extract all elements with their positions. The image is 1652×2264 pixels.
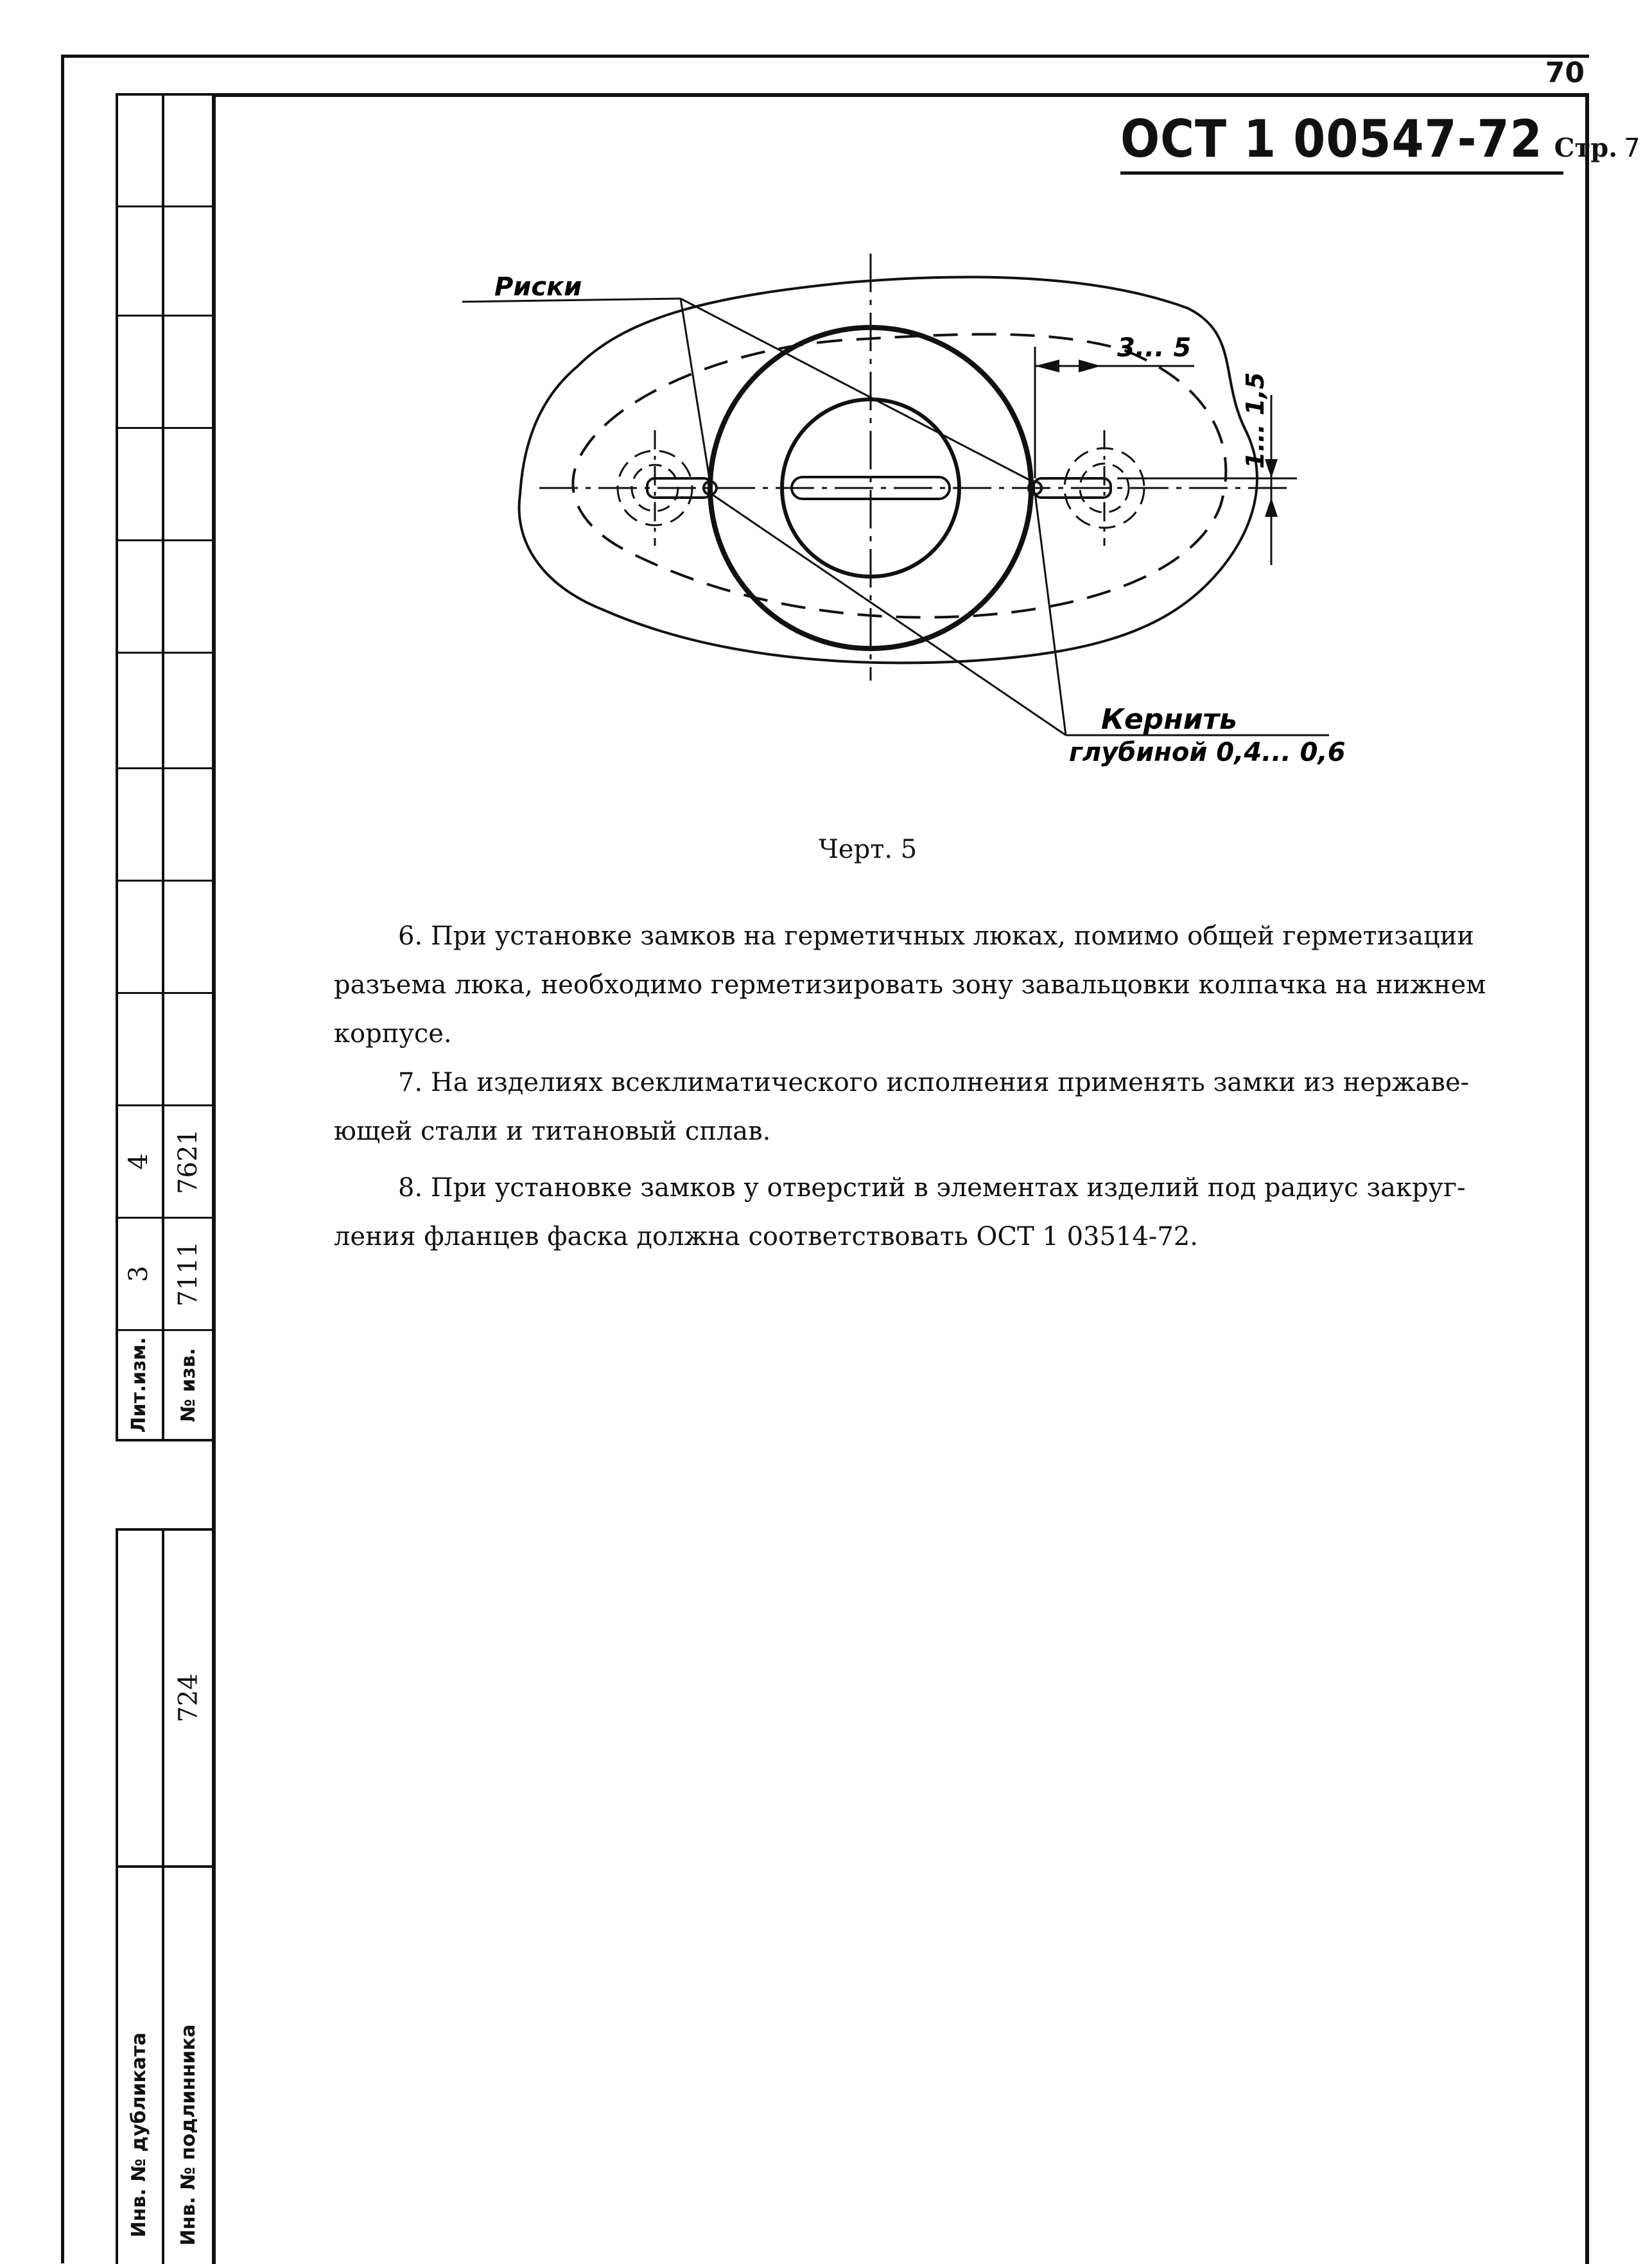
revision-4: 4 [124, 1153, 153, 1170]
page-label: Стр. [1554, 133, 1618, 163]
height-dimension: 1... 1,5 [1241, 372, 1269, 469]
technical-drawing [385, 238, 1361, 803]
document-header [1120, 109, 1640, 175]
doc-number-7111: 7111 [173, 1241, 203, 1307]
punch-leader-a [710, 493, 1066, 735]
side-stamp [116, 93, 212, 2264]
figure-caption: Черт. 5 [819, 835, 917, 864]
punch-note-line2: глубиной 0,4... 0,6 [1069, 738, 1346, 767]
standard-code: ОСТ 1 00547-72 [1120, 109, 1543, 169]
marks-leader-b [681, 299, 710, 483]
original-number: 724 [173, 1673, 203, 1723]
punch-leader-b [1035, 493, 1066, 735]
paragraph-6: 6. При установке замков на герметичных люках, помимо общей герметизации разъема люка, необходимо герметизировать зону завальцовки колпачка на нижнем корпусе. [334, 921, 1486, 1049]
revision-label: Лит.изм. [127, 1337, 150, 1433]
body-text [334, 912, 1554, 1261]
revision-3: 3 [124, 1266, 153, 1282]
sheet-number: 70 [1545, 57, 1585, 89]
paragraph-8: 8. При установке замков у отверстий в элементах изделий под радиус закруг- ления фланцев фаска должна соответствовать ОСТ 1 03514-72. [334, 1173, 1466, 1251]
punch-note-line1: Кернить [1101, 703, 1237, 736]
doc-number-7621: 7621 [173, 1129, 203, 1194]
page-number: 7 [1624, 134, 1640, 163]
original-label: Инв. № подлинника [177, 2024, 200, 2246]
width-dimension: 3... 5 [1117, 333, 1192, 363]
paragraph-7: 7. На изделиях всеклиматического исполнения применять замки из нержаве- ющей стали и титановый сплав. [334, 1068, 1470, 1146]
doc-label: № изв. [177, 1348, 200, 1422]
marks-label: Риски [494, 272, 582, 302]
duplicate-label: Инв. № дубликата [127, 2032, 150, 2238]
